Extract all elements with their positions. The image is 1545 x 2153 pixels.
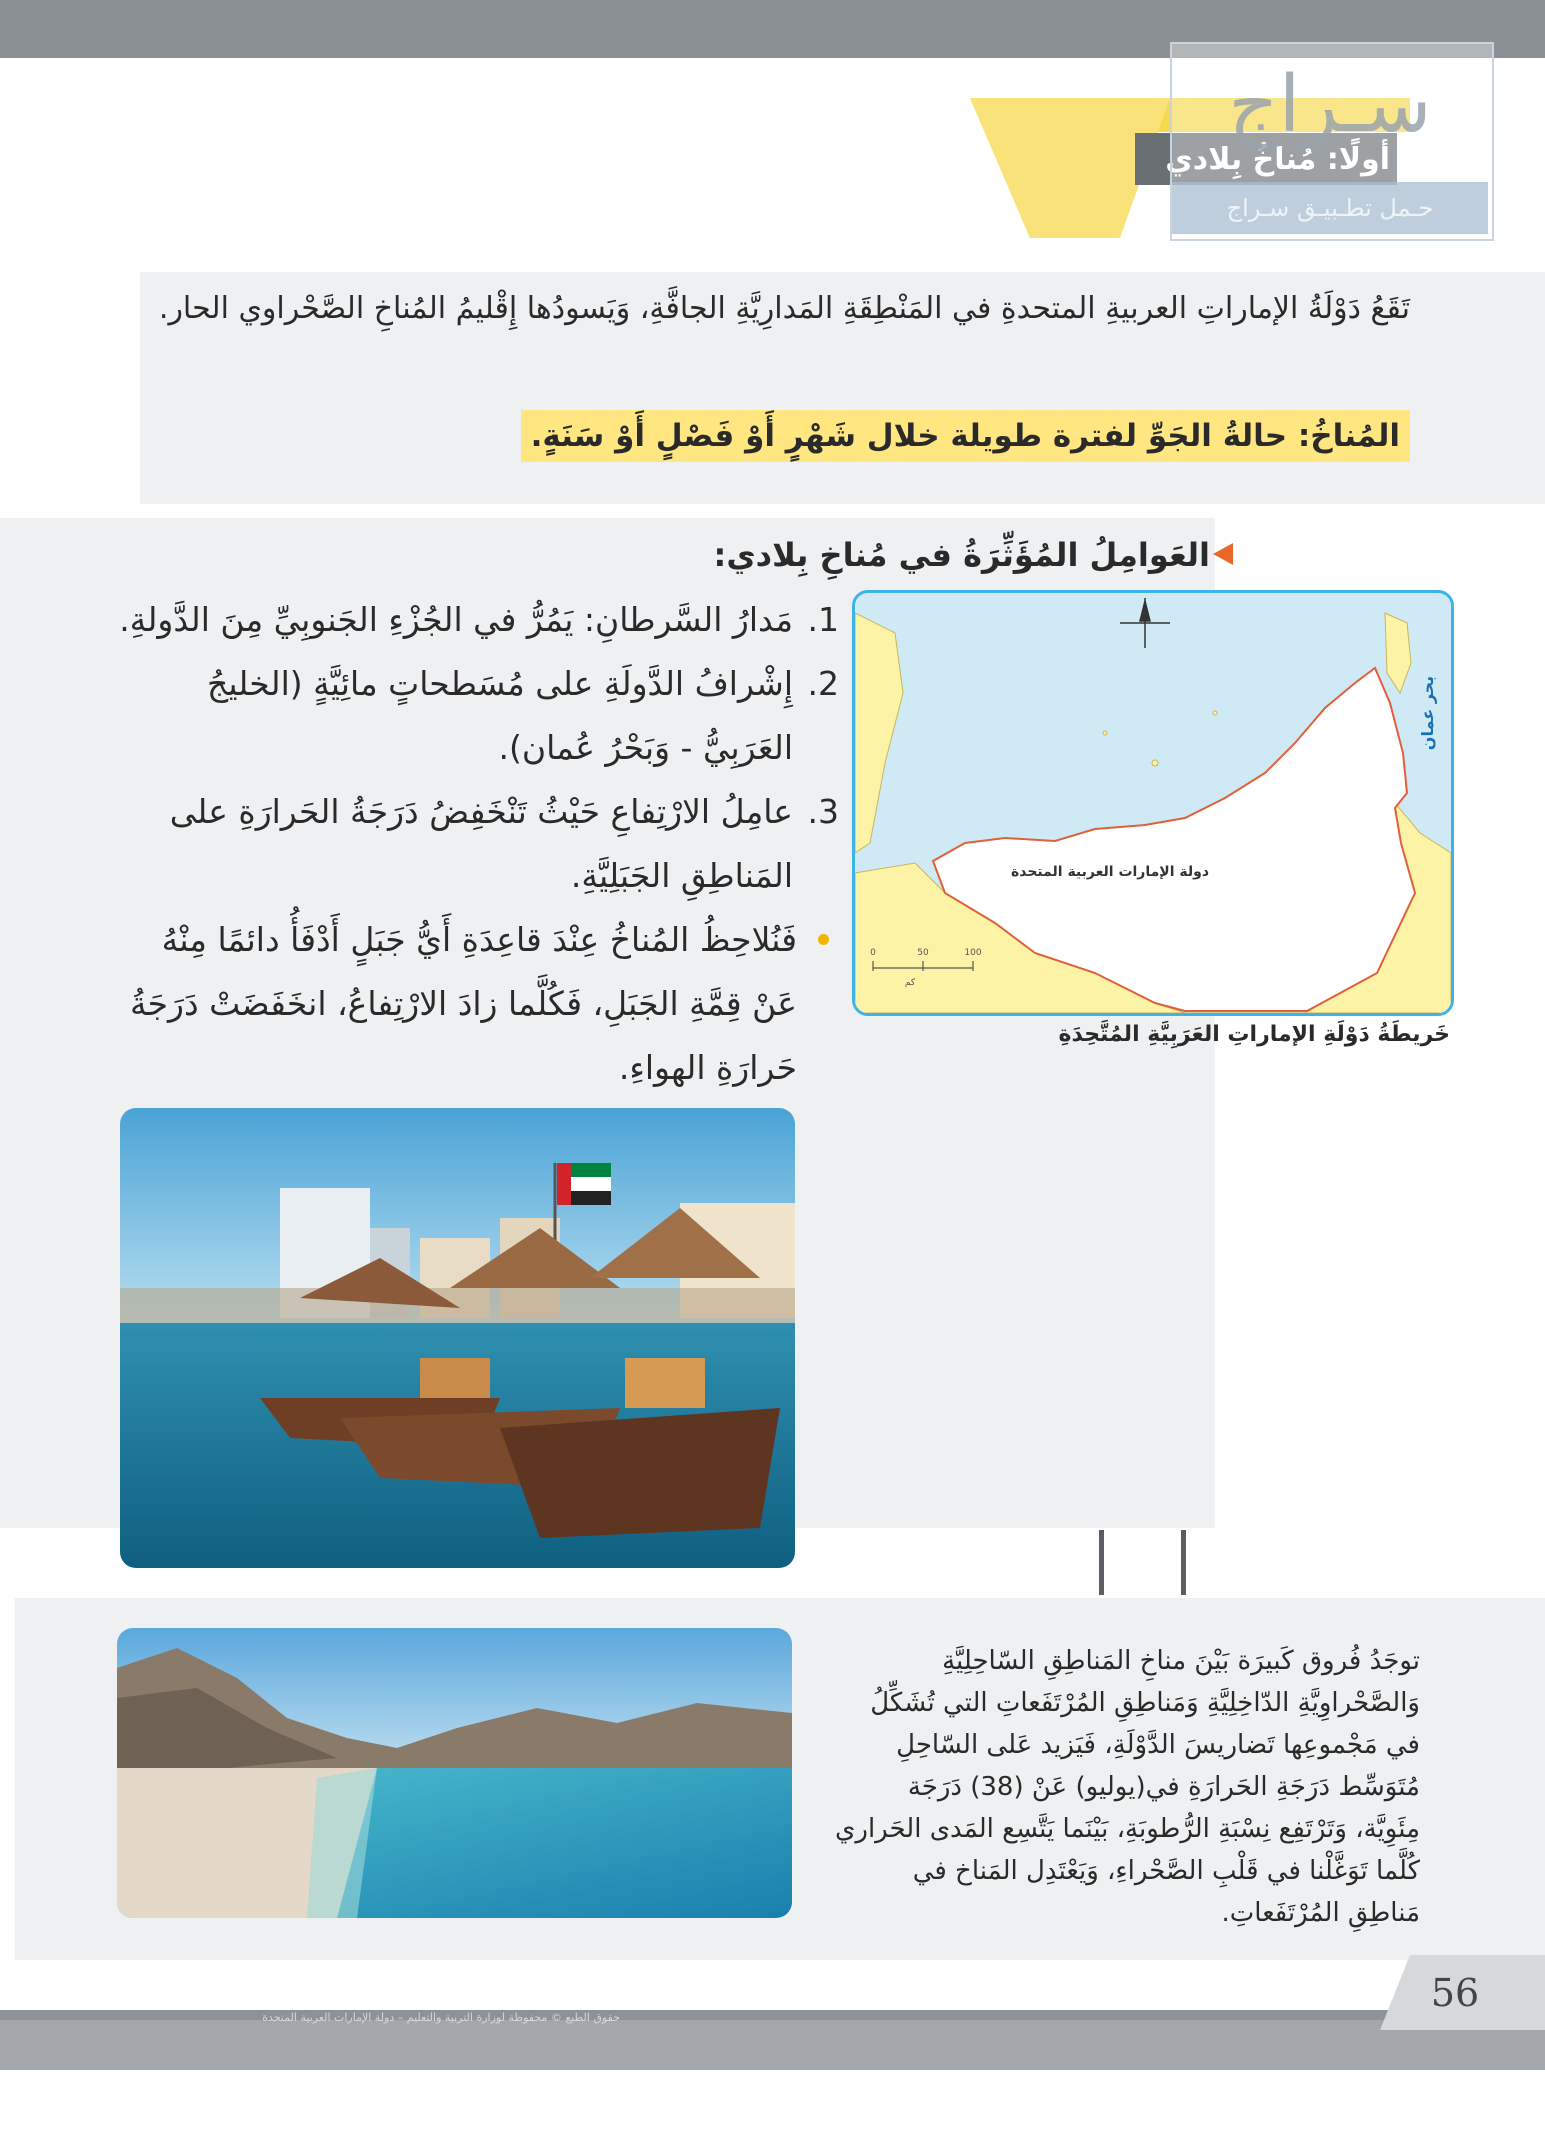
map-sea-label: بحر عمان — [1418, 675, 1437, 751]
factors-heading: العَوامِلُ المُؤَثِّرَةُ في مُناخِ بِلادي: — [713, 536, 1210, 574]
scale-label-100: 100 — [964, 948, 982, 958]
factor-item: 2. إِشْرافُ الدَّولَةِ على مُسَطحاتٍ مائِيَّةٍ (الخليجُ العَرَبِيُّ - وَبَحْرُ عُمان). — [115, 652, 797, 780]
factor-item: 3. عامِلُ الارْتِفاعِ حَيْثُ تَنْخَفِضُ دَرَجَةُ الحَرارَةِ على المَناطِقِ الجَبَلِيَّةِ. — [115, 780, 797, 908]
page-number: 56 — [1430, 1971, 1480, 2015]
uae-map-drawing — [855, 593, 1451, 1013]
section-title: أولًا: مُناخُ بِلادي — [1165, 142, 1390, 177]
watermark-logo: سـراج — [1228, 60, 1432, 150]
factor-note — [115, 908, 837, 1100]
copyright-text: حقوق الطبع © محفوظة لوزارة التربية والتعليم – دولة الإمارات العربية المتحدة — [262, 2011, 620, 2024]
intro-paragraph: تَقَعُ دَوْلَةُ الإماراتِ العربيةِ المتحدةِ في المَنْطِقَةِ المَدارِيَّةِ الجافَّةِ، وَيَسودُها إِقْليمُ المُناخِ الصَّحْراوي الحار. — [158, 291, 1410, 326]
map-caption: خَريطَةُ دَوْلَةِ الإماراتِ العَرَبِيَّةِ المُتَّحِدَةِ — [1058, 1022, 1450, 1047]
factors-list — [115, 588, 845, 1100]
dubai-creek-photo — [120, 1108, 795, 1568]
factor-item: 1. مَدارُ السَّرطانِ: يَمُرُّ في الجُزْءِ الجَنوبِيِّ مِنَ الدَّولةِ. — [115, 588, 797, 652]
divider-line — [1181, 1530, 1186, 1595]
scale-label-50: 50 — [917, 948, 929, 958]
bullet-dot-icon — [818, 934, 829, 945]
uae-map — [852, 590, 1454, 1016]
divider-line — [1099, 1530, 1104, 1595]
climate-definition: المُناخُ: حالةُ الجَوِّ لفترة طويلة خلال شَهْرٍ أَوْ فَصْلٍ أَوْ سَنَةٍ. — [521, 410, 1410, 462]
scale-label-0: 0 — [870, 948, 876, 958]
heading-arrow-icon — [1213, 543, 1233, 565]
factor-note-text: فَنُلاحِظُ المُناخُ عِنْدَ قاعِدَةِ أَيُّ جَبَلٍ أَدْفَأُ دائمًا مِنْهُ عَنْ قِمَّةِ الجَبَلِ، فَكُلَّما زادَ الارْتِفاعُ، انخَفَضَتْ دَرَجَةُ حَرارَةِ الهواءِ. — [129, 920, 797, 1087]
watermark-subtitle: حـمل تطـبيـق سـراج — [1226, 194, 1434, 222]
scale-unit: كم — [904, 978, 916, 988]
climate-differences-text: توجَدُ فُروق كَبيرَة بَيْنَ مناخِ المَناطِقِ السّاحِلِيَّةِ وَالصَّحْراوِيَّةِ الدّاخِلِيَّةِ وَمَناطِقِ المُرْتَفَعاتِ التي تُشَكِّلُ في مَجْموعِها تَضاريسَ الدَّوْلَةِ، فَيَزيد عَلى السّاحِلِ مُتَوَسِّط دَرَجَةِ الحَرارَةِ في(يوليو) عَنْ (38) دَرَجَة مِئَوِيَّة، وَتَرْتَفِع نِسْبَةِ الرُّطوبَةِ، بَيْنَما يَتَّسِع المَدى الحَراري كُلَّما تَوَغَّلْنا في قَلْبِ الصَّحْراءِ، وَيَعْتَدِل المَناخ في مَناطِقِ المُرْتَفَعاتِ. — [835, 1646, 1420, 1928]
mountain-beach-photo — [117, 1628, 792, 1918]
map-country-label: دولة الإمارات العربية المتحدة — [1010, 864, 1210, 880]
